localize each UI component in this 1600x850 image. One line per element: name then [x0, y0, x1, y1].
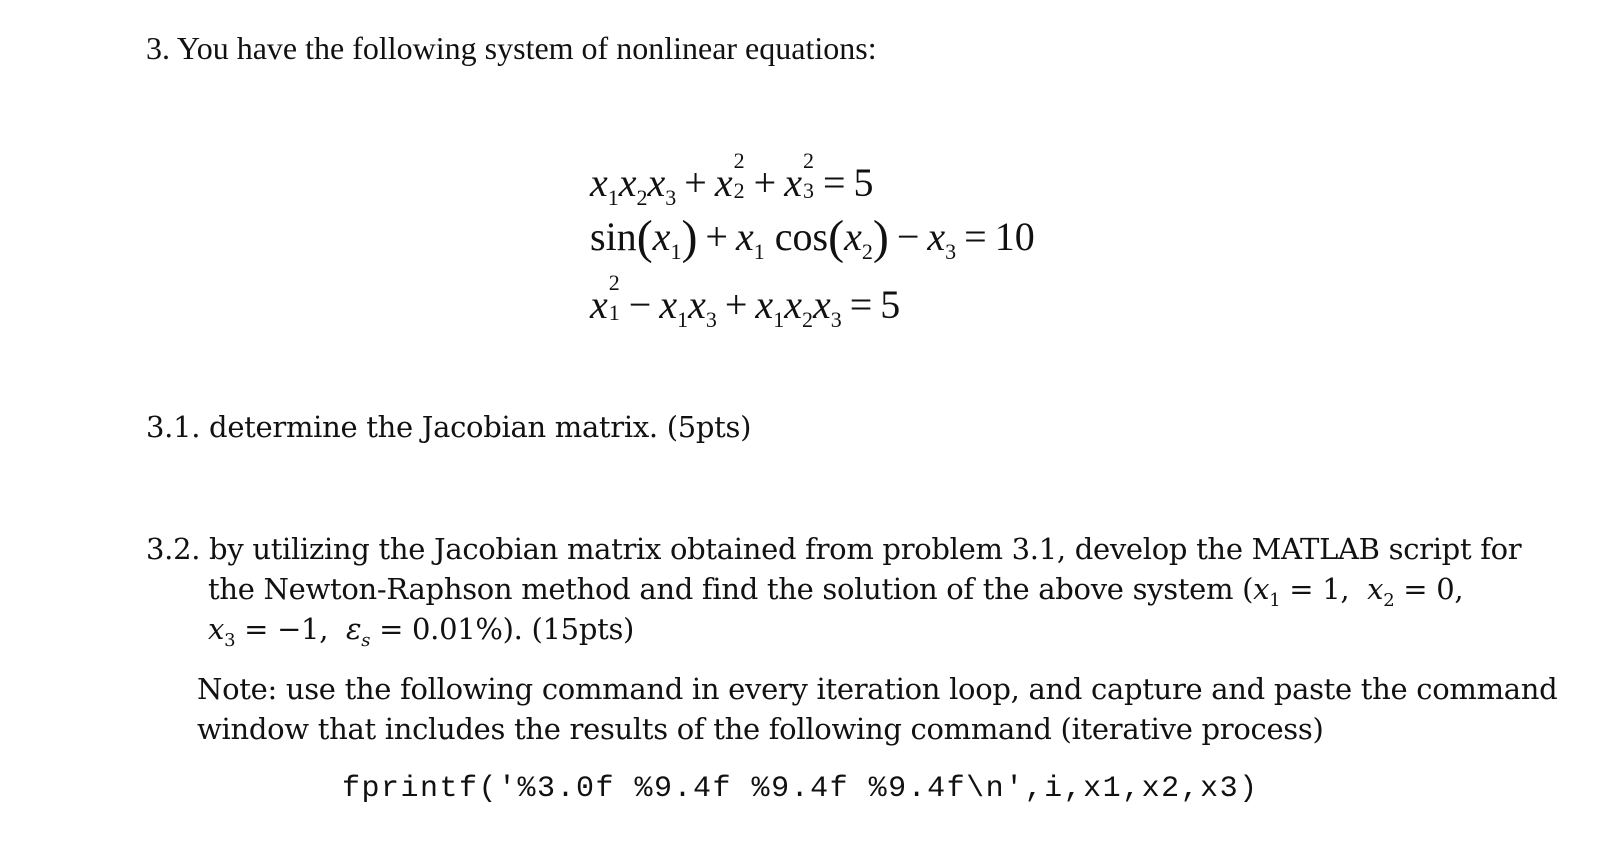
equation-1: $x_1x_2x_3 + x$ 2 2 + x 2 3 = 5 [590, 148, 874, 210]
part-3-2-line-2-text: the Newton-Raphson method and find the solution of the above system ( [208, 572, 1254, 606]
initial-x2-value: 0 [1436, 572, 1455, 606]
initial-x1: $x_1 = 1$, $x_2 = 0$, [1253, 572, 1464, 611]
part-3-1-text: 3.1. determine the Jacobian matrix. (5pts) [146, 410, 752, 444]
part-3-2-line-3 [208, 612, 634, 651]
equation-2: $\sin(x_1) + x_1$ $\cos(x_2) - x_3 = 10$ [590, 211, 1035, 264]
note-line-1: Note: use the following command in every iteration loop, and capture and paste the command [197, 672, 1558, 706]
part-3-2-line-1: 3.2. by utilizing the Jacobian matrix obtained from problem 3.1, develop the MATLAB script for [146, 532, 1522, 566]
initial-x3: $x_3 = -1$, $\varepsilon_s = 0.01\%$ [208, 612, 503, 651]
part-3-2-points: ). (15pts) [502, 612, 635, 646]
problem-heading: 3. You have the following system of nonlinear equations: [146, 30, 877, 66]
equation-3: x 2 1 − $x_1x_3 + x_1x_2x_3 = 5$ [590, 270, 901, 332]
equation-2-rhs: 10 [994, 214, 1035, 259]
note-line-2: window that includes the results of the following command (iterative process) [197, 712, 1324, 746]
fprintf-command: fprintf('%3.0f %9.4f %9.4f %9.4f\n',i,x1,x2,x3) [342, 772, 1259, 806]
stopping-criterion-value: 0.01% [412, 612, 503, 646]
part-3-2-line-2 [208, 572, 1463, 611]
equation-1-rhs: 5 [853, 160, 874, 205]
initial-x1-value: 1 [1322, 572, 1341, 606]
equation-3-rhs: 5 [880, 282, 901, 327]
initial-x3-value: −1 [277, 612, 320, 646]
